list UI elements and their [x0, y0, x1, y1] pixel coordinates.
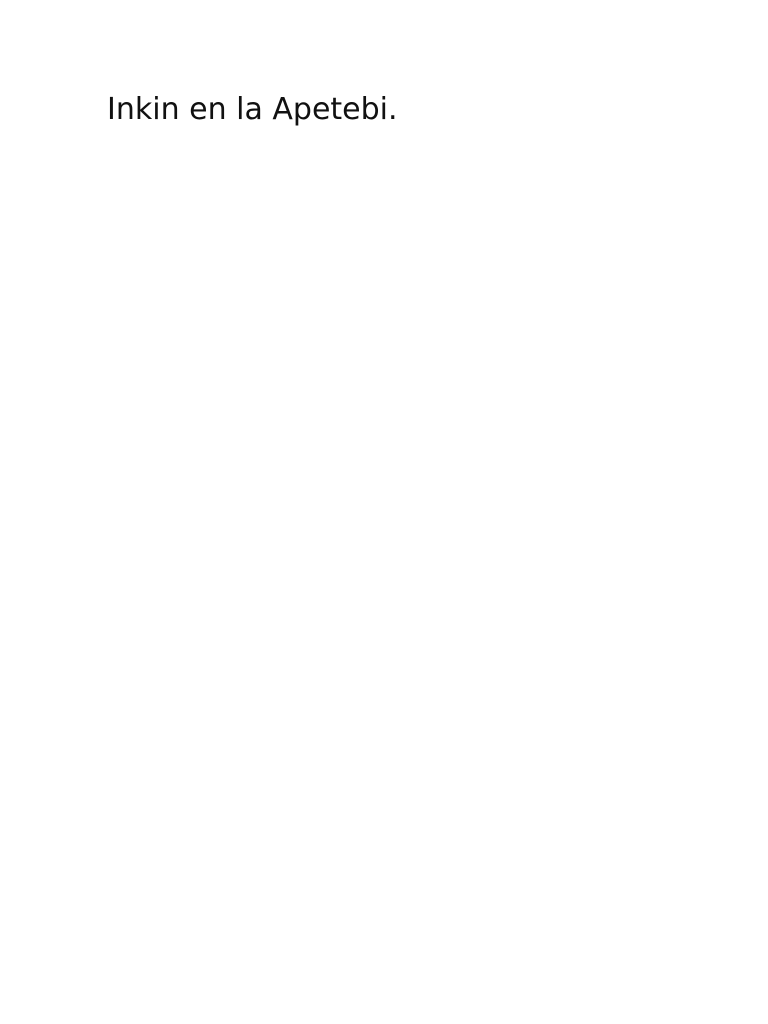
- document-title: Inkin en la Apetebi.: [107, 92, 398, 127]
